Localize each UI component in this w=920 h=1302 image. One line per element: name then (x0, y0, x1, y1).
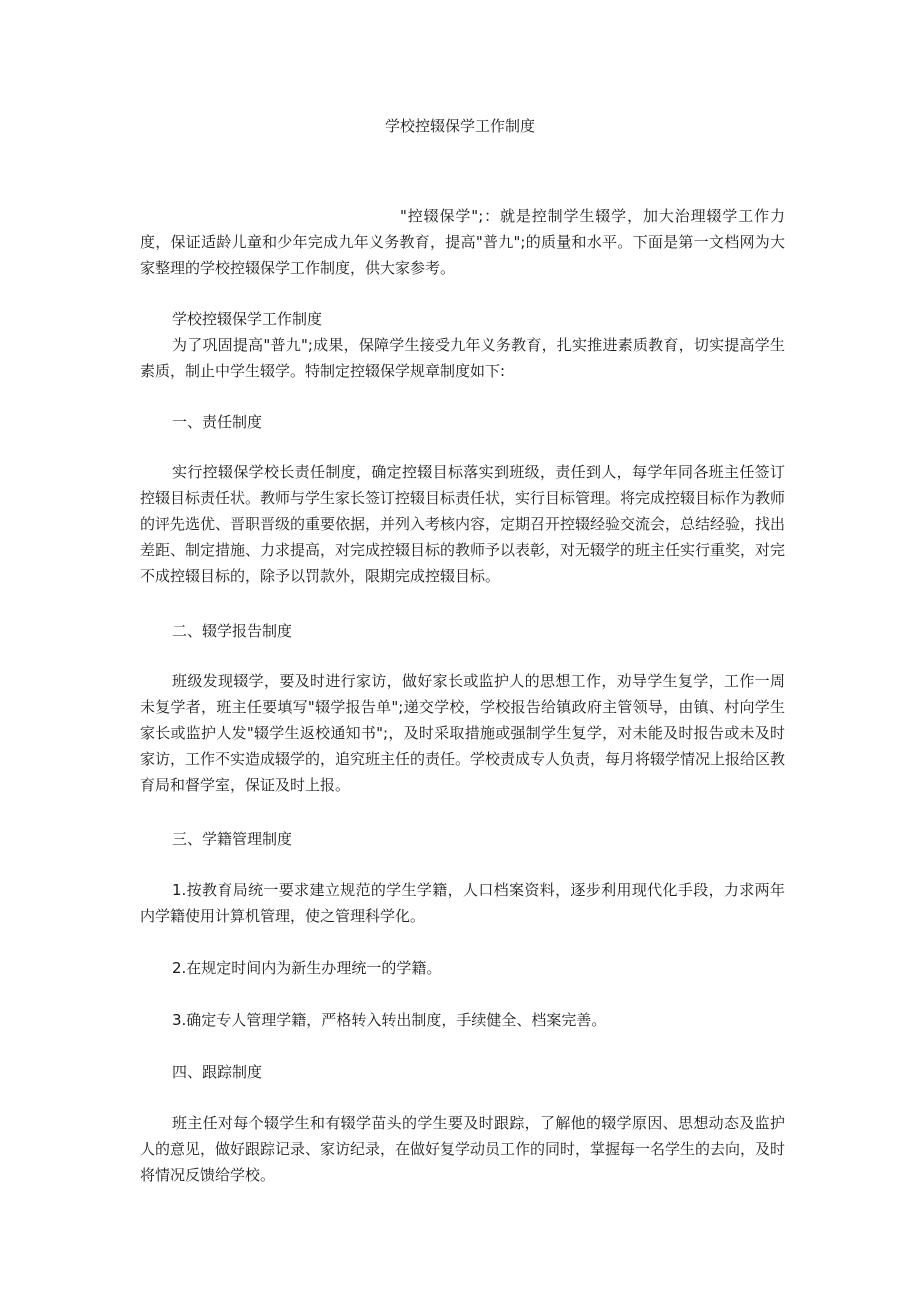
subtitle: 学校控辍保学工作制度 (172, 310, 323, 328)
section-heading-3: 三、学籍管理制度 (172, 830, 293, 848)
document-title: 学校控辍保学工作制度 (384, 117, 535, 135)
section-3-paragraph-2: 2.在规定时间内为新生办理统一的学籍。 (172, 959, 442, 977)
section-heading-1: 一、责任制度 (172, 413, 263, 431)
section-1-paragraph-1: 实行控辍保学校长责任制度，确定控辍目标落实到班级，责任到人，每学年同各班主任签订控辍目标责任状。教师与学生家长签订控辍目标责任状，实行目标管理。将完成控辍目标作为教师的评先选优、晋职晋级的重要依据，并列入考核内容，定期召开控辍经验交流会，总结经验，找出差距、制定措施、力求提高，对完成控辍目标的教师予以表彰，对无辍学的班主任实行重奖，对完不成控辍目标的，除予以罚款外，限期完成控辍目标。 (140, 463, 786, 585)
section-heading-4: 四、跟踪制度 (172, 1063, 263, 1081)
intro-paragraph: "控辍保学";：就是控制学生辍学，加大治理辍学工作力度，保证适龄儿童和少年完成九年义务教育，提高"普九";的质量和水平。下面是第一文档网为大家整理的学校控辍保学工作制度，供大家参考。 (140, 207, 785, 277)
section-3-paragraph-1: 1.按教育局统一要求建立规范的学生学籍，人口档案资料，逐步利用现代化手段，力求两年内学籍使用计算机管理，使之管理科学化。 (140, 881, 785, 925)
preamble-paragraph: 为了巩固提高"普九";成果，保障学生接受九年义务教育，扎实推进素质教育，切实提高学生素质，制止中学生辍学。特制定控辍保学规章制度如下: (140, 336, 785, 380)
section-heading-2: 二、辍学报告制度 (172, 622, 293, 640)
section-2-paragraph-1: 班级发现辍学，要及时进行家访，做好家长或监护人的思想工作，劝导学生复学，工作一周未复学者，班主任要填写"辍学报告单";递交学校，学校报告给镇政府主管领导，由镇、村向学生家长或监护人发"辍学生返校通知书";，及时采取措施或强制学生复学，对未能及时报告或未及时家访，工作不实造成辍学的，追究班主任的责任。学校责成专人负责，每月将辍学情况上报给区教育局和督学室，保证及时上报。 (140, 672, 786, 794)
section-4-paragraph-1: 班主任对每个辍学生和有辍学苗头的学生要及时跟踪，了解他的辍学原因、思想动态及监护人的意见，做好跟踪记录、家访纪录，在做好复学动员工作的同时，掌握每一名学生的去向，及时将情况反馈给学校。 (140, 1114, 786, 1184)
section-3-paragraph-3: 3.确定专人管理学籍，严格转入转出制度，手续健全、档案完善。 (172, 1011, 607, 1029)
